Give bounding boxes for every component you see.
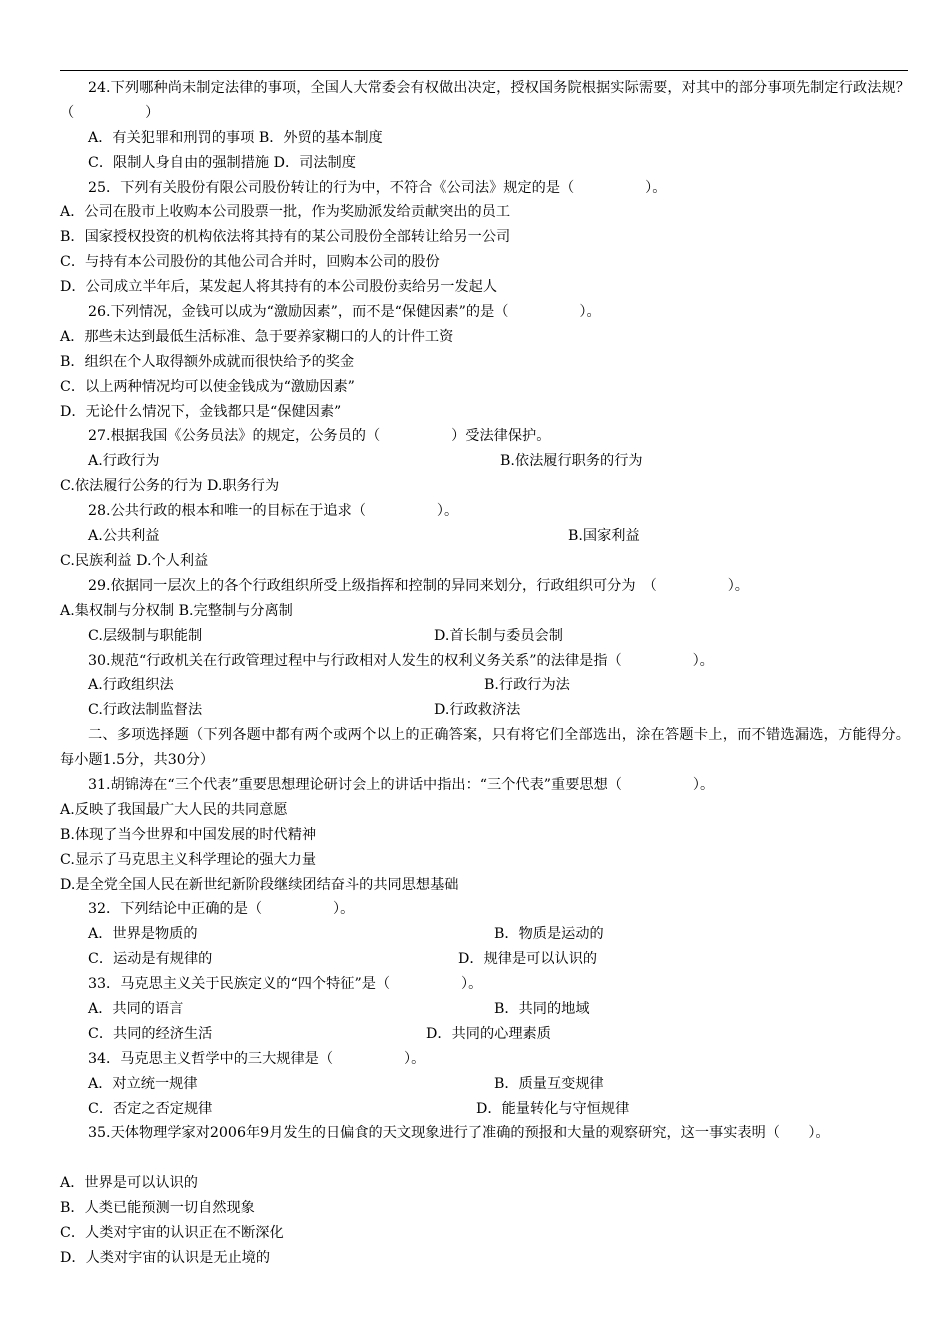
question-29-stem: 29.依据同一层次上的各个行政组织所受上级指挥和控制的异同来划分，行政组织可分为 （ ）。	[88, 577, 749, 594]
question-29-options-cd	[60, 624, 910, 649]
question-35-option-c: C．人类对宇宙的认识正在不断深化	[60, 1225, 284, 1242]
question-32-option-b: B．物质是运动的	[494, 926, 604, 943]
question-27-options-cd: C.依法履行公务的行为 D.职务行为	[60, 478, 280, 495]
exam-page	[60, 76, 910, 1271]
question-32-option-d: D．规律是可以认识的	[458, 951, 598, 968]
question-26-option-b: B．组织在个人取得额外成就而很快给予的奖金	[60, 353, 355, 370]
question-30-stem: 30.规范“行政机关在行政管理过程中与行政相对人发生的权利义务关系”的法律是指（ ）。	[88, 652, 714, 669]
question-26-stem: 26.下列情况，金钱可以成为“激励因素”，而不是“保健因素”的是（ ）。	[88, 304, 601, 321]
question-30-options-ab	[60, 673, 910, 698]
question-29-option-d: D.首长制与委员会制	[434, 627, 563, 644]
question-28-options-cd: C.民族利益 D.个人利益	[60, 552, 209, 569]
question-31-option-b: B.体现了当今世界和中国发展的时代精神	[60, 826, 317, 843]
question-29-options-ab: A.集权制与分权制 B.完整制与分离制	[60, 602, 293, 619]
question-31-option-c: C.显示了马克思主义科学理论的强大力量	[60, 851, 317, 868]
question-26-option-c: C．以上两种情况均可以使金钱成为“激励因素”	[60, 378, 355, 395]
question-34-option-d: D．能量转化与守恒规律	[476, 1100, 630, 1117]
question-30-option-d: D.行政救济法	[434, 702, 521, 719]
question-30-options-cd	[60, 698, 910, 723]
question-25-option-d: D．公司成立半年后，某发起人将其持有的本公司股份卖给另一发起人	[60, 279, 498, 296]
question-25-option-a: A．公司在股市上收购本公司股票一批，作为奖励派发给贡献突出的员工	[60, 204, 511, 221]
question-35-option-b: B．人类已能预测一切自然现象	[60, 1200, 255, 1217]
question-26-option-a: A．那些未达到最低生活标准、急于要养家糊口的人的计件工资	[60, 328, 454, 345]
question-33-option-b: B．共同的地域	[494, 1000, 590, 1017]
section-2-heading: 二、多项选择题（下列各题中都有两个或两个以上的正确答案，只有将它们全部选出，涂在答题卡上，而不错选漏选，方能得分。每小题1.5分，共30分）	[60, 727, 910, 769]
question-28-stem: 28.公共行政的根本和唯一的目标在于追求（ ）。	[88, 503, 459, 520]
header-rule	[60, 70, 908, 71]
question-35-stem: 35.天体物理学家对2006年9月发生的日偏食的天文现象进行了准确的预报和大量的观察研究，这一事实表明（ ）。	[88, 1125, 830, 1142]
question-31-option-d: D.是全党全国人民在新世纪新阶段继续团结奋斗的共同思想基础	[60, 876, 459, 893]
question-35-option-a: A．世界是可以认识的	[60, 1175, 198, 1192]
question-30-option-c: C.行政法制监督法	[88, 702, 203, 719]
question-31-option-a: A.反映了我国最广大人民的共同意愿	[60, 801, 288, 818]
question-34-options-cd	[60, 1097, 910, 1122]
question-30-option-b: B.行政行为法	[484, 677, 570, 694]
question-27-option-b: B.依法履行职务的行为	[500, 453, 643, 470]
question-25-stem: 25．下列有关股份有限公司股份转让的行为中，不符合《公司法》规定的是（ ）。	[88, 179, 667, 196]
question-32-options-ab	[60, 922, 910, 947]
question-26-option-d: D．无论什么情况下，金钱都只是“保健因素”	[60, 403, 342, 420]
question-29-option-c: C.层级制与职能制	[88, 627, 203, 644]
question-33-stem: 33．马克思主义关于民族定义的“四个特征”是（ ）。	[88, 976, 483, 993]
question-32-option-c: C．运动是有规律的	[88, 951, 213, 968]
question-27-option-a: A.行政行为	[88, 453, 160, 470]
question-32-option-a: A．世界是物质的	[88, 926, 198, 943]
question-34-option-b: B．质量互变规律	[494, 1075, 604, 1092]
question-24-stem: 24.下列哪种尚未制定法律的事项，全国人大常委会有权做出决定，授权国务院根据实际需要，对其中的部分事项先制定行政法规？（ ）	[60, 80, 910, 121]
question-32-options-cd	[60, 947, 910, 972]
question-35-option-d: D．人类对宇宙的认识是无止境的	[60, 1249, 271, 1266]
question-31-stem: 31.胡锦涛在“三个代表”重要思想理论研讨会上的讲话中指出：“三个代表”重要思想（ ）。	[88, 776, 715, 793]
question-28-options-ab	[60, 524, 910, 549]
question-33-options-cd	[60, 1022, 910, 1047]
question-27-options-ab	[60, 449, 910, 474]
question-30-option-a: A.行政组织法	[88, 677, 174, 694]
question-33-option-a: A．共同的语言	[88, 1000, 184, 1017]
question-33-option-d: D．共同的心理素质	[426, 1025, 551, 1042]
question-32-stem: 32．下列结论中正确的是（ ）。	[88, 901, 355, 918]
question-25-option-b: B．国家授权投资的机构依法将其持有的某公司股份全部转让给另一公司	[60, 229, 511, 246]
question-28-option-b: B.国家利益	[568, 528, 640, 545]
question-34-options-ab	[60, 1072, 910, 1097]
question-27-stem: 27.根据我国《公务员法》的规定，公务员的（ ）受法律保护。	[88, 428, 551, 445]
question-24-options-1: A．有关犯罪和刑罚的事项 B．外贸的基本制度	[88, 129, 383, 146]
question-25-option-c: C．与持有本公司股份的其他公司合并时，回购本公司的股份	[60, 254, 440, 271]
question-28-option-a: A.公共利益	[88, 528, 160, 545]
question-34-option-c: C．否定之否定规律	[88, 1100, 213, 1117]
question-33-options-ab	[60, 997, 910, 1022]
question-34-stem: 34．马克思主义哲学中的三大规律是（ ）。	[88, 1050, 426, 1067]
question-24-options-2: C．限制人身自由的强制措施 D．司法制度	[88, 154, 356, 171]
question-34-option-a: A．对立统一规律	[88, 1075, 198, 1092]
question-33-option-c: C．共同的经济生活	[88, 1025, 213, 1042]
